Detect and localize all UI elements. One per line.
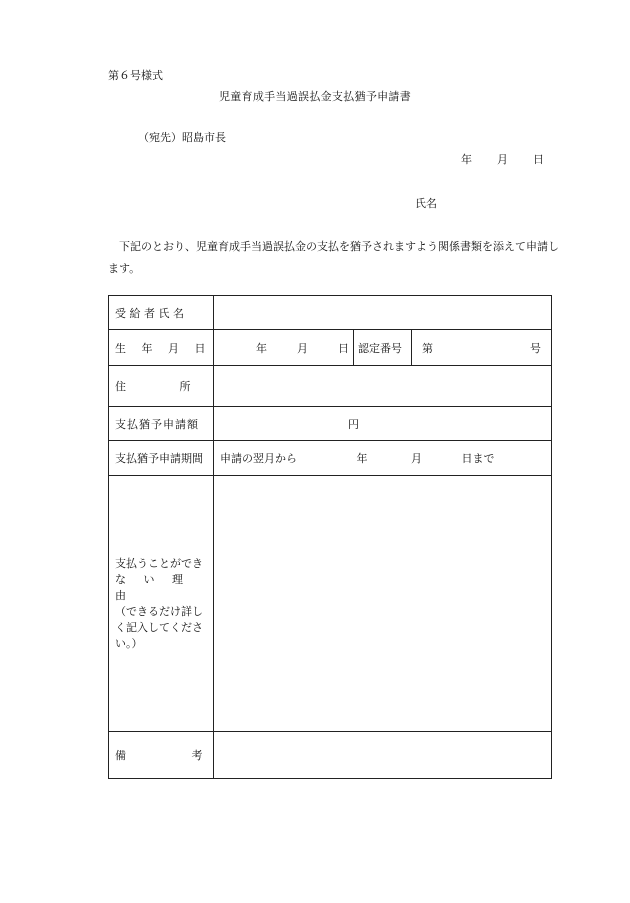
period-label-text: 支払猶予申請期間 — [115, 452, 203, 465]
period-field[interactable] — [214, 441, 552, 476]
remarks-label-text: 備 考 — [115, 749, 203, 762]
dob-label-text: 生 年 月 日 — [115, 341, 206, 355]
applicant-name-label: 氏名 — [415, 197, 437, 210]
period-label — [109, 441, 214, 476]
recipient-name-label — [109, 296, 214, 330]
dob-year: 年 — [256, 341, 267, 355]
cert-suffix: 号 — [530, 341, 541, 355]
table-row — [109, 441, 552, 476]
reason-line-1: 支払うことができ — [115, 556, 203, 570]
form-number: 第６号様式 — [108, 69, 163, 82]
recipient-name-field[interactable] — [214, 296, 552, 330]
table-row — [109, 296, 552, 330]
amount-field[interactable] — [214, 407, 552, 441]
remarks-field[interactable] — [214, 732, 552, 779]
table-row — [109, 732, 552, 779]
table-row — [109, 366, 552, 407]
amount-label — [109, 407, 214, 441]
dob-day: 日 — [338, 341, 349, 355]
document-title: 児童育成手当過誤払金支払猶予申請書 — [218, 90, 412, 103]
cert-prefix: 第 — [422, 341, 433, 355]
address-label-span: 住 所 — [115, 380, 191, 393]
intro-text: 下記のとおり、児童育成手当過誤払金の支払を猶予されますよう関係書類を添えて申請します。 — [108, 240, 559, 275]
date-year: 年 — [461, 153, 472, 166]
remarks-label — [109, 732, 214, 779]
address-label-text — [115, 378, 207, 394]
period-from: 申請の翌月から — [220, 452, 297, 465]
cert-label-text: 認定番号 — [358, 341, 402, 355]
dob-label — [109, 330, 214, 366]
amount-label-text: 支払猶予申請額 — [115, 417, 199, 431]
reason-label — [109, 476, 214, 732]
amount-unit: 円 — [348, 417, 359, 431]
application-table — [108, 295, 552, 779]
reason-field[interactable] — [214, 476, 552, 732]
reason-line-5: い。） — [115, 636, 143, 650]
period-month: 月 — [411, 452, 422, 465]
addressee: （宛先）昭島市長 — [138, 131, 226, 144]
reason-line-4: く記入してくださ — [115, 620, 203, 634]
date-line — [461, 151, 544, 167]
dob-month: 月 — [297, 341, 308, 355]
reason-line-2: な い 理 由 — [115, 572, 183, 602]
address-field[interactable] — [214, 366, 552, 407]
cert-number-label — [354, 330, 412, 366]
recipient-label-text: 受 給 者 氏 名 — [115, 306, 184, 320]
table-row — [109, 476, 552, 732]
table-row — [109, 330, 552, 366]
cert-number-field[interactable] — [412, 330, 552, 366]
date-month: 月 — [497, 153, 508, 166]
date-day: 日 — [533, 153, 544, 166]
reason-line-3: （できるだけ詳し — [115, 604, 203, 618]
address-label — [109, 366, 214, 407]
dob-field[interactable] — [214, 330, 354, 366]
period-year: 年 — [356, 452, 368, 465]
table-row — [109, 407, 552, 441]
period-until: 日まで — [461, 452, 495, 465]
